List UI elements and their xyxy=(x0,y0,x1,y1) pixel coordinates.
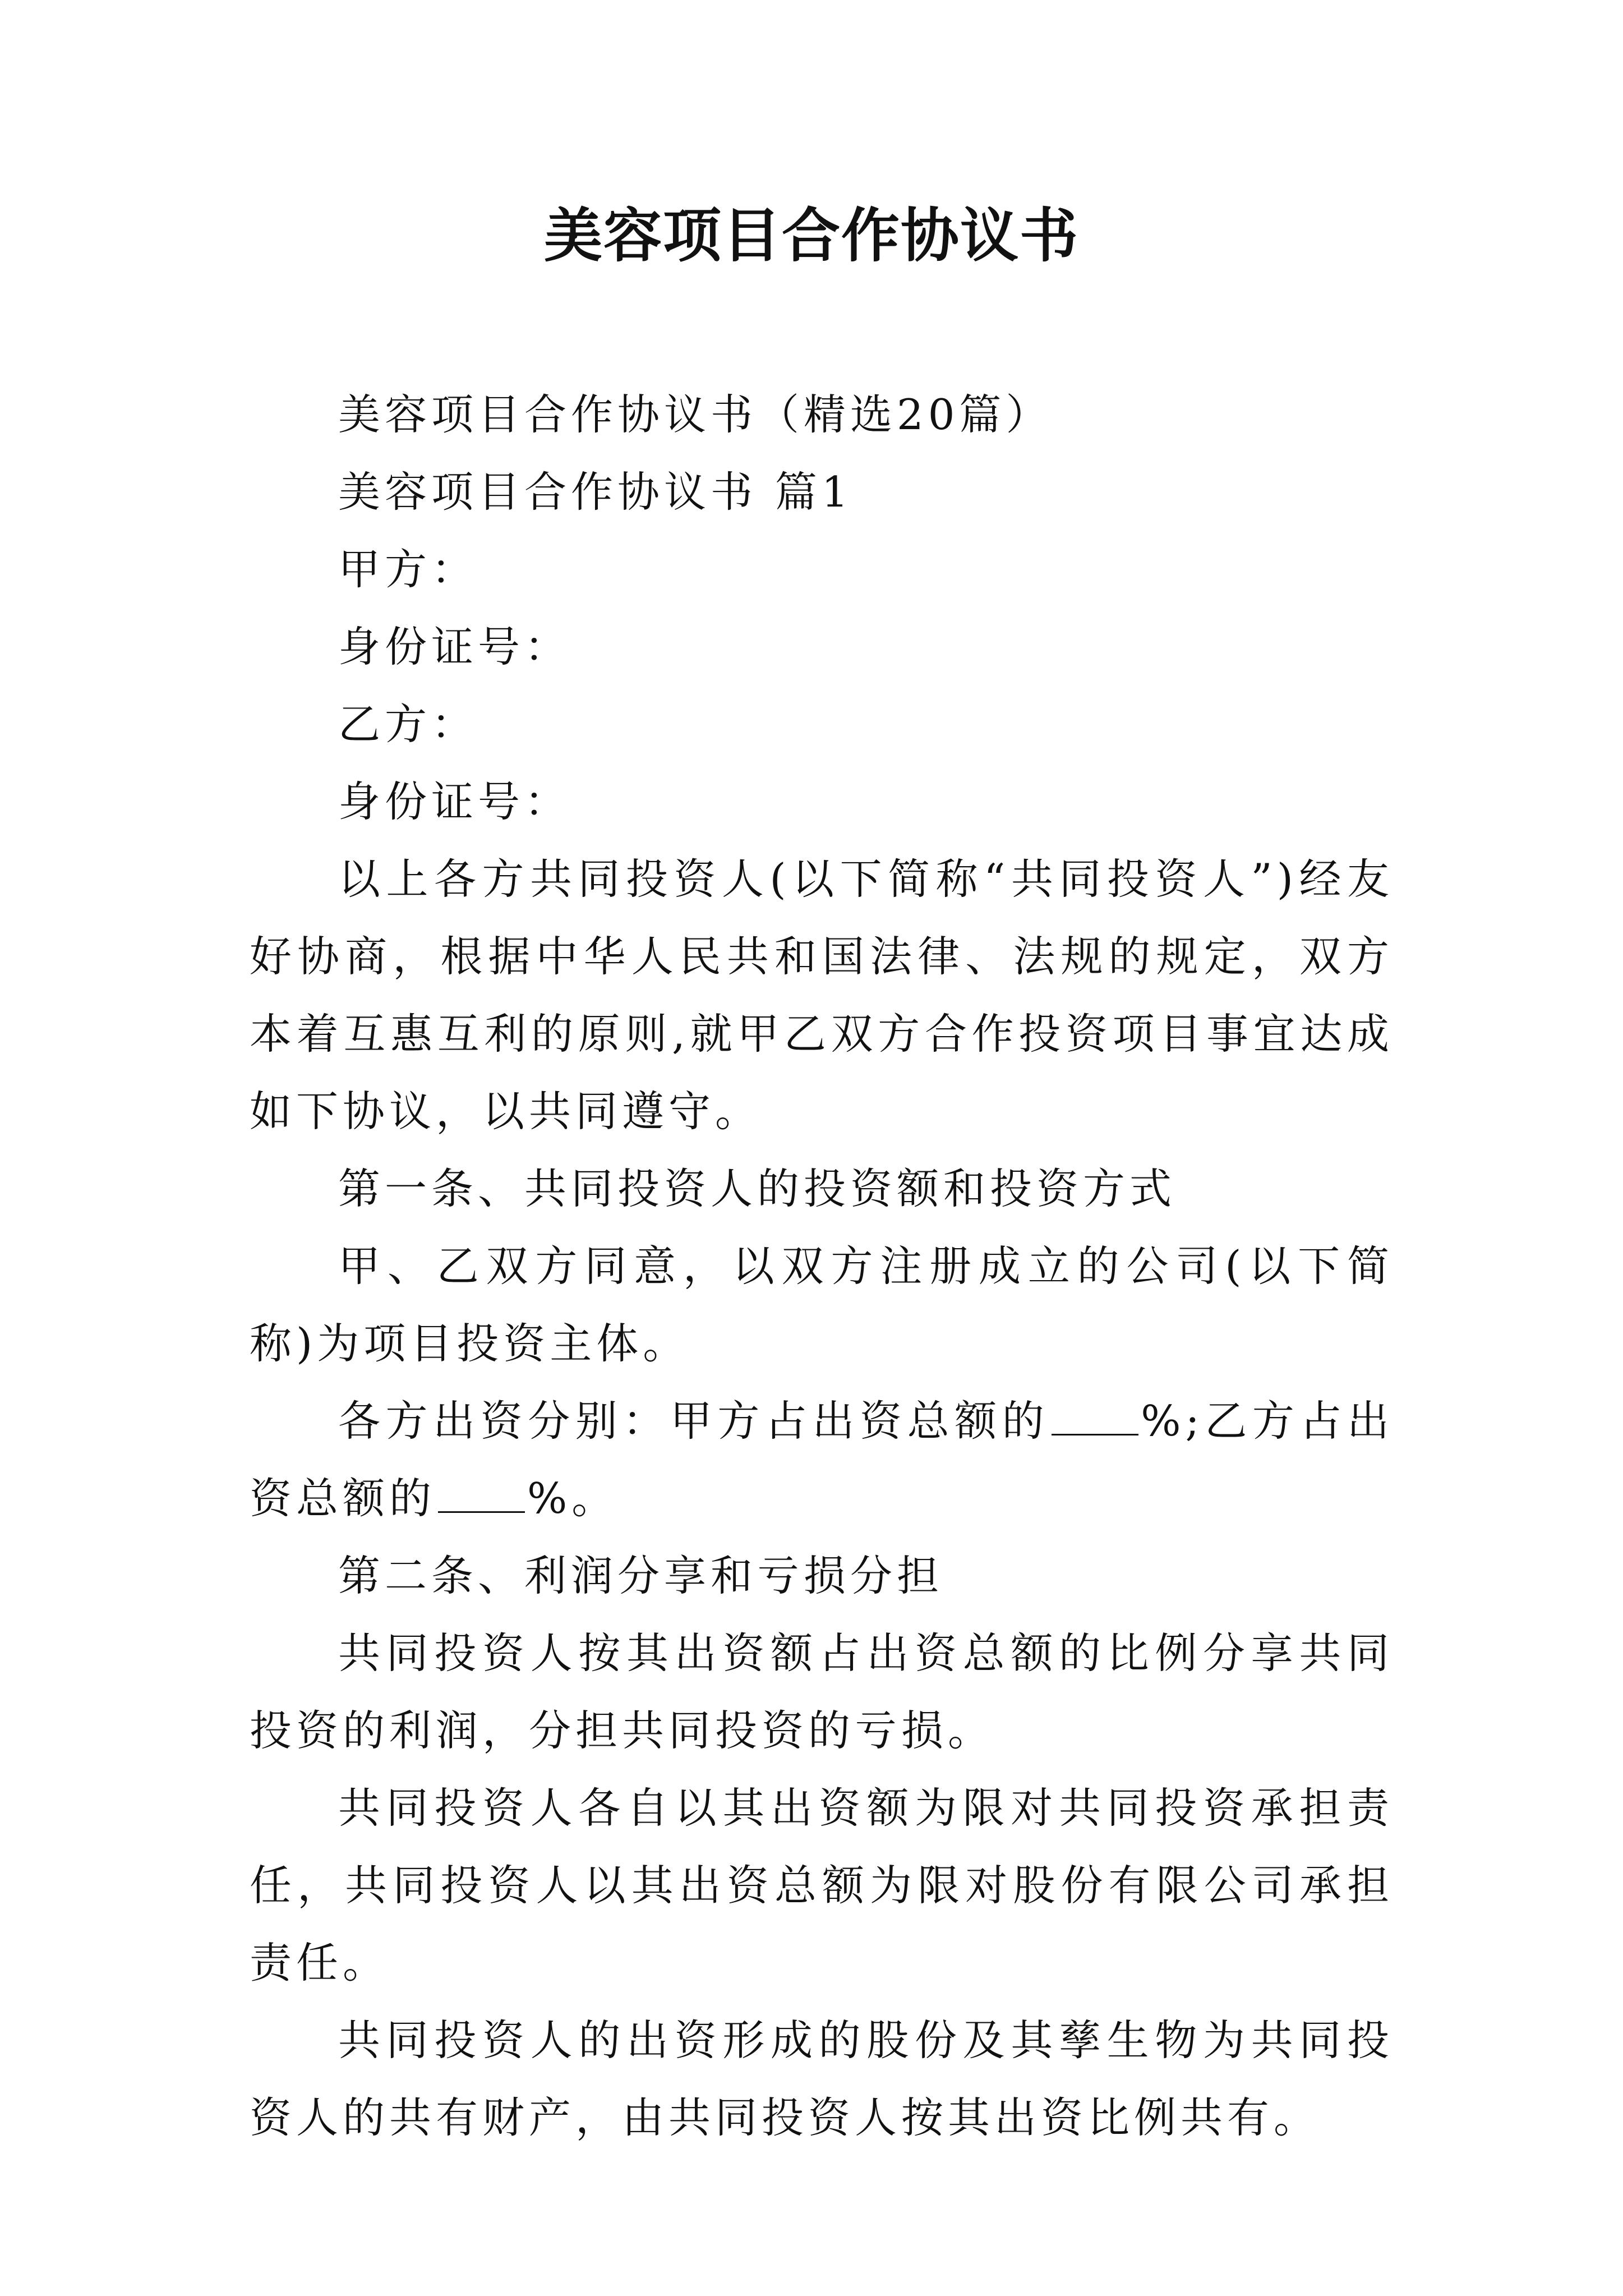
article1-para2-part3: %。 xyxy=(527,1474,619,1523)
section-heading: 美容项目合作协议书 篇1 xyxy=(338,467,853,517)
document-body xyxy=(250,376,1394,2156)
document-subtitle: 美容项目合作协议书（精选20篇） xyxy=(338,390,1053,439)
article1-heading: 第一条、共同投资人的投资额和投资方式 xyxy=(338,1164,1177,1213)
article2-paragraph-2: 共同投资人各自以其出资额为限对共同投资承担责任，共同投资人以其出资总额为限对股份有限公司承担责任。 xyxy=(250,1783,1394,1987)
document-title: 美容项目合作协议书 xyxy=(543,201,1079,270)
blank-line-party-a-percent xyxy=(1052,1399,1138,1435)
blank-line-party-b-percent xyxy=(438,1476,525,1513)
party-a-id-label: 身份证号： xyxy=(338,622,571,671)
intro-paragraph: 以上各方共同投资人(以下简称“共同投资人”)经友好协商，根据中华人民共和国法律、法规的规定，双方本着互惠互利的原则,就甲乙双方合作投资项目事宜达成如下协议，以共同遵守。 xyxy=(250,854,1394,1136)
article2-paragraph-3: 共同投资人的出资形成的股份及其孳生物为共同投资人的共有财产，由共同投资人按其出资比例共有。 xyxy=(250,2016,1394,2142)
party-b-id-label: 身份证号： xyxy=(338,777,571,826)
article1-paragraph-2 xyxy=(250,1382,1394,1537)
party-a-label: 甲方： xyxy=(338,545,478,594)
party-b-label: 乙方： xyxy=(338,700,478,749)
article1-paragraph-1: 甲、乙双方同意，以双方注册成立的公司(以下简称)为项目投资主体。 xyxy=(250,1241,1394,1368)
article1-para2-part1: 各方出资分别：甲方占出资总额的 xyxy=(338,1396,1050,1446)
article2-paragraph-1: 共同投资人按其出资额占出资总额的比例分享共同投资的利润，分担共同投资的亏损。 xyxy=(250,1628,1394,1755)
article1-para2-part2: %;乙方占出资总额的 xyxy=(250,1396,1394,1523)
article2-heading: 第二条、利润分享和亏损分担 xyxy=(338,1551,944,1600)
